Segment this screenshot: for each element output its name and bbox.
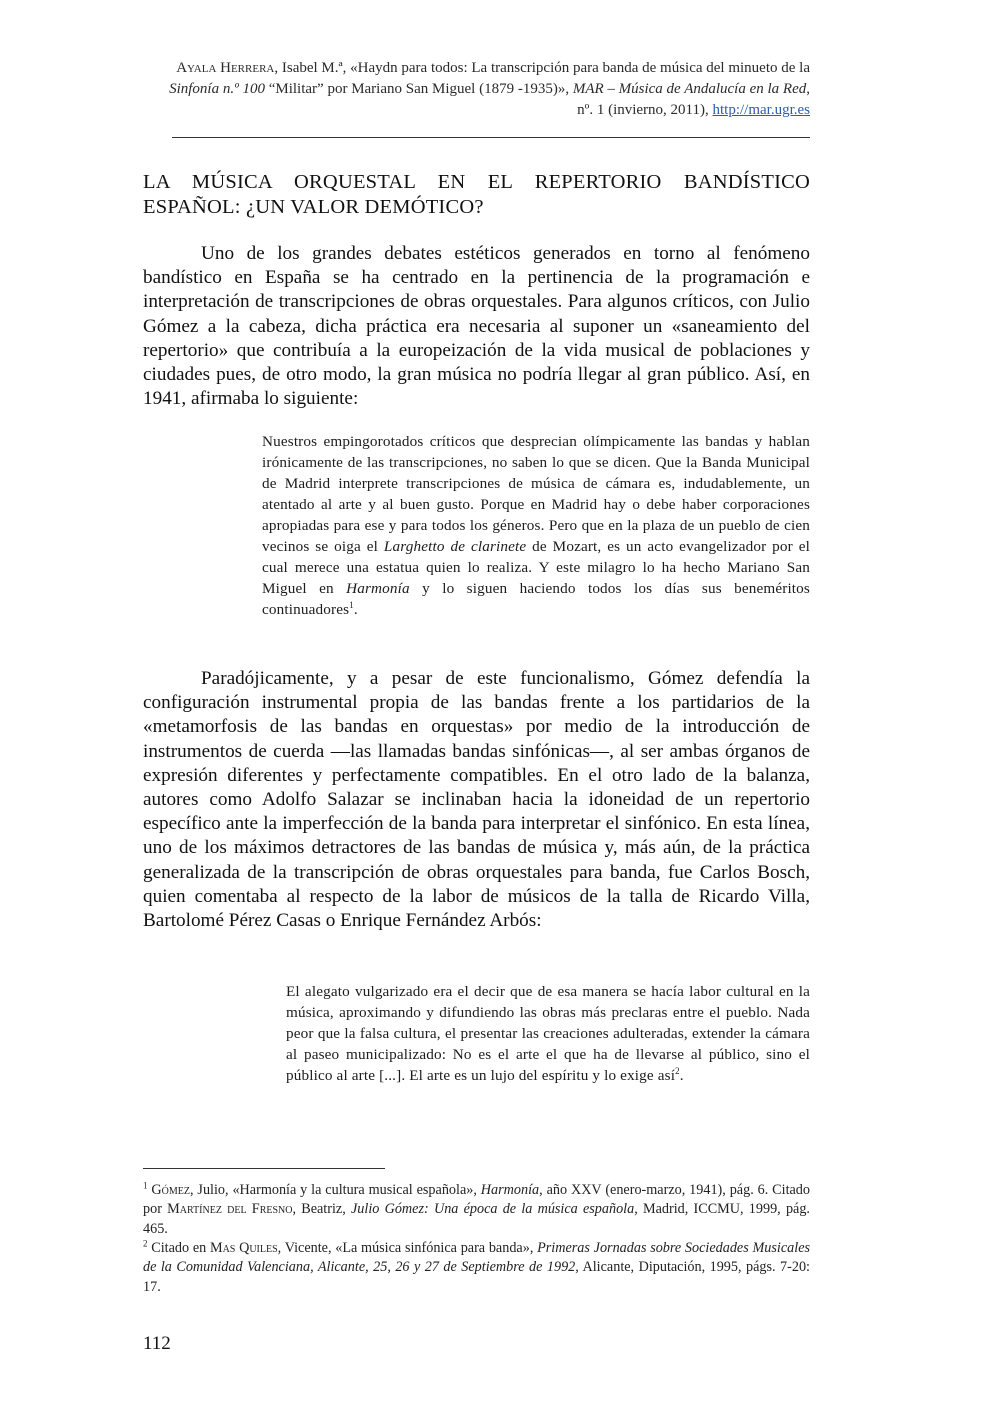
- footnote-1-part-3: , Beatriz,: [292, 1201, 351, 1218]
- paragraph-1: [143, 242, 810, 411]
- header-journal: MAR – Música de Andalucía en la Red: [572, 81, 807, 97]
- footnote-1-part-4: , Madrid, ICCMU, 1999, pág. 465.: [143, 1201, 810, 1237]
- block-quote-1: [262, 431, 810, 620]
- footnote-2-italic-1: Primeras Jornadas sobre Sociedades Musicales de la Comunidad Valenciana, Alicante, 25, 26 y 27 de Septiembre de 1992: [143, 1240, 811, 1276]
- footnote-2-number: 2: [143, 1238, 148, 1249]
- footnote-1: [143, 1181, 810, 1239]
- quote-1-end: .: [353, 601, 358, 618]
- quote-1-italic-1: Larghetto de clarinete: [383, 538, 527, 555]
- citation-header: [150, 58, 810, 121]
- footnote-1-italic-2: Julio Gómez: Una época de la música española: [351, 1201, 635, 1218]
- block-quote-2: [286, 981, 810, 1086]
- quote-1-part-1: Nuestros empingorotados críticos que desprecian olímpicamente las bandas y hablan irónicamente de las transcripciones, no saben lo que se dicen. Que la Banda Municipal de Madrid interprete transcripciones de música de cámara es, indudablemente, un atentado al arte y al buen gusto. Porque en Madrid hay o debe haber corporaciones apropiadas para ese y para todos los géneros. Pero que en la plaza de un pueblo de cien vecinos se oiga el: [262, 433, 810, 555]
- footnote-ref-1[interactable]: 1: [349, 599, 354, 610]
- footnote-2-part-2: , Vicente, «La música sinfónica para banda»,: [277, 1240, 538, 1256]
- header-author-rest: , Isabel M.ª, «Haydn para todos: La transcripción para banda de música del minueto de la: [274, 60, 810, 76]
- quote-1-italic-2: Harmonía: [346, 580, 410, 597]
- footnote-2-part-3: , Alicante, Diputación, 1995, págs. 7-20: 17.: [143, 1259, 810, 1295]
- paragraph-1-text: Uno de los grandes debates estéticos generados en torno al fenómeno bandístico en España se ha centrado en la pertinencia de la programación e interpretación de transcripciones de obras orquestales. Para algunos críticos, con Julio Gómez a la cabeza, dicha práctica era necesaria al suponer un «saneamiento del repertorio» que contribuía a la europeización de la vida musical de poblaciones y ciudades pues, de otro modo, la gran música no podría llegar al gran público. Así, en 1941, afirmaba lo siguiente:: [143, 243, 810, 410]
- header-issue: , nº. 1 (invierno, 2011),: [577, 81, 810, 118]
- footnote-divider: [143, 1168, 385, 1169]
- header-divider: [172, 137, 810, 138]
- footnote-1-italic-1: Harmonía: [480, 1182, 540, 1198]
- footnote-2-author: Mas Quiles: [209, 1240, 278, 1256]
- quote-1-part-2: de Mozart, es un acto evangelizador por el cual merece una estatua quien lo realiza. Y este milagro lo ha hecho Mariano San Miguel en: [262, 538, 810, 597]
- header-url-link[interactable]: http://mar.ugr.es: [712, 102, 810, 118]
- header-work-rest: “Militar” por Mariano San Miguel (1879 -1935)»,: [264, 81, 573, 97]
- footnote-1-author-2: Martínez del Fresno: [167, 1201, 293, 1218]
- section-title: LA MÚSICA ORQUESTAL EN EL REPERTORIO BANDÍSTICO ESPAÑOL: ¿UN VALOR DEMÓTICO?: [143, 171, 810, 218]
- quote-2-text: El alegato vulgarizado era el decir que de esa manera se hacía labor cultural en la música, aproximando y difundiendo las obras más preclaras entre el pueblo. Nada peor que la falsa cultura, el presentar las creaciones adulteradas, extender la cámara al paseo municipalizado: No es el arte el que ha de llevarse al público, sino el público al arte [...]. El arte es un lujo del espíritu y lo exige así: [286, 983, 810, 1084]
- quote-2-end: .: [679, 1067, 684, 1084]
- paragraph-2-text: Paradójicamente, y a pesar de este funcionalismo, Gómez defendía la configuración instrumental propia de las bandas frente a los partidarios de la «metamorfosis de las bandas en orquestas» por medio de la introducción de instrumentos de cuerda —las llamadas bandas sinfónicas—, al ser ambas órganos de expresión diferentes y perfectamente compatibles. En el otro lado de la balanza, autores como Adolfo Salazar se inclinaban hacia la idoneidad de un repertorio específico ante la imperfección de la banda para interpretar el sinfónico. En esta línea, uno de los máximos detractores de las bandas de música y, más aún, de la práctica generalizada de la transcripción de obras orquestales para banda, fue Carlos Bosch, quien comentaba al respecto de la labor de músicos de la talla de Ricardo Villa, Bartolomé Pérez Casas o Enrique Fernández Arbós:: [143, 668, 810, 932]
- quote-1-part-3: y lo siguen haciendo todos los días sus beneméritos continuadores: [262, 580, 810, 618]
- footnote-1-number: 1: [143, 1180, 148, 1191]
- page-number: 112: [143, 1333, 171, 1354]
- header-work-title: Sinfonía n.º 100: [169, 81, 265, 97]
- footnote-2: [143, 1239, 810, 1297]
- footnote-2-part-1: Citado en: [151, 1240, 210, 1256]
- header-author: Ayala Herrera: [176, 60, 275, 76]
- footnote-1-part-2: , año XXV (enero-marzo, 1941), pág. 6. Citado por: [143, 1182, 810, 1218]
- paragraph-2: [143, 667, 810, 933]
- footnote-1-author: Gómez: [151, 1182, 190, 1198]
- footnote-ref-2[interactable]: 2: [675, 1065, 680, 1076]
- footnote-1-part-1: , Julio, «Harmonía y la cultura musical española»,: [189, 1182, 481, 1198]
